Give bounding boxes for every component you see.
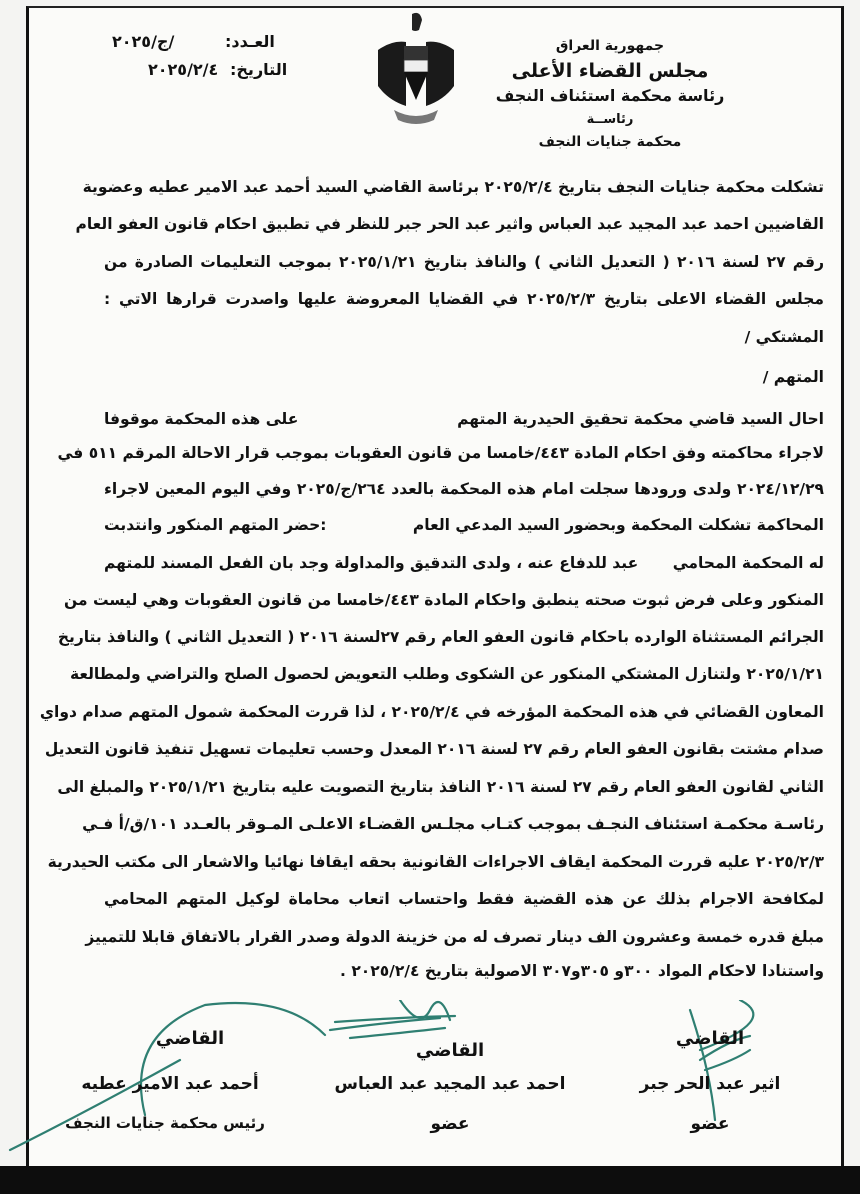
body-line-text: على هذه المحكمة موقوفا <box>104 410 299 428</box>
body-line <box>57 442 824 464</box>
body-line-text: صدام مشتت بقانون العفو العام رقم ٢٧ لسنة ٢٠١٦ المعدل وحسب تعليمات تسهيل تنفيذ قانون التعديل <box>44 740 824 758</box>
signature-name-left: أحمد عبد الامير عطيه <box>81 1074 259 1094</box>
body-line <box>39 701 824 723</box>
body-line-text: تشكلت محكمة جنايات النجف بتاريخ ٢٠٢٥/٢/٤ برئاسة القاضي السيد أحمد عبد الامير عطيه وعضوية <box>82 178 824 196</box>
iraq-emblem-icon <box>368 10 464 130</box>
body-line <box>104 960 824 982</box>
signature-role-left: رئيس محكمة جنايات النجف <box>65 1114 265 1132</box>
body-line-text: ٢٠٢٥/٢/٣ عليه قررت المحكمة ايقاف الاجراءات القانونية بحقه ايقافا نهائيا والاشعار الى مكتب الحيدرية <box>47 853 824 871</box>
signature-name-middle: احمد عبد المجيد عبد العباس <box>334 1074 566 1094</box>
body-line <box>104 478 824 500</box>
body-line <box>104 366 824 388</box>
body-line-text: المشتكي / <box>744 328 824 346</box>
body-line-text: المتهم / <box>762 368 824 386</box>
body-line-text: له المحكمة المحامي <box>672 554 824 572</box>
body-line-text: ٢٠٢٥/١/٢١ ولتنازل المشتكي المنكور عن الشكوى وطلب التعويض لحصول الصلح والتراضي ولمطالعة <box>69 665 824 683</box>
body-line <box>47 851 824 873</box>
body-line-text: عبد للدفاع عنه ، ولدى التدقيق والمداولة وجد بان الفعل المسند للمتهم <box>104 554 639 572</box>
body-line <box>104 408 824 430</box>
bottom-border <box>0 1166 860 1194</box>
body-line <box>69 663 824 685</box>
body-line-text: القاضيين احمد عبد المجيد عبد العباس واثير عبد الحر جبر للنظر في تطبيق احكام قانون العفو العام <box>75 215 824 233</box>
header-criminal-court: محكمة جنايات النجف <box>538 134 682 150</box>
body-line-text: احال السيد قاضي محكمة تحقيق الحيدرية المتهم <box>457 410 824 428</box>
signature-title-right: القاضي <box>675 1028 745 1049</box>
header-council: مجلس القضاء الأعلى <box>511 60 709 82</box>
body-line <box>82 813 824 835</box>
body-line-text: رئاسـة محكمـة استئناف النجـف بموجب كتـاب مجلـس القضـاء الاعلـى المـوقر بالعـدد ١٠١/ق/أ فـي <box>82 815 824 833</box>
signature-role-right: عضو <box>690 1114 730 1134</box>
body-line-text: المنكور وعلى فرض ثبوت صحته ينطبق واحكام المادة ٤٤٣/خامسا من قانون العقوبات وهي ليست من <box>64 591 824 609</box>
body-line-text: لمكافحة الاجرام بذلك عن هذه القضية فقط واحتساب اتعاب محاماة لوكيل المتهم المحامي <box>104 890 824 908</box>
signature-title-middle: القاضي <box>415 1040 485 1061</box>
body-line <box>44 738 824 760</box>
body-line <box>104 888 824 910</box>
body-line <box>104 552 824 574</box>
header-country: جمهورية العراق <box>555 38 665 54</box>
signature-title-left: القاضي <box>155 1028 225 1049</box>
body-line <box>104 514 824 536</box>
body-line <box>57 776 824 798</box>
body-line-text: رقم ٢٧ لسنة ٢٠١٦ ( التعديل الثاني ) والنافذ بتاريخ ٢٠٢٥/١/٢١ بموجب التعليمات الصادرة من <box>104 253 825 271</box>
body-line <box>82 176 824 198</box>
body-line <box>75 213 824 235</box>
body-line <box>104 288 824 310</box>
date-label: التاريخ: <box>230 60 288 79</box>
body-line <box>104 326 824 348</box>
body-line <box>104 251 824 273</box>
body-line <box>85 926 824 948</box>
body-line-text: مبلغ قدره خمسة وعشرون الف دينار تصرف له من خزينة الدولة وصدر القرار بالاتفاق قابلا للتمييز <box>85 928 824 946</box>
signature-name-right: اثير عبد الحر جبر <box>639 1074 781 1094</box>
header-appeal-court: رئاسة محكمة استئناف النجف <box>495 86 725 105</box>
body-line-text: الجرائم المستثناة الوارده باحكام قانون العفو العام رقم ٢٧لسنة ٢٠١٦ ( التعديل الثاني ) والنافذ بتاريخ <box>57 628 824 646</box>
body-line-text: مجلس القضاء الاعلى بتاريخ ٢٠٢٥/٢/٣ في القضايا المعروضة عليها واصدرت قرارها الاتي : <box>104 290 824 308</box>
body-line <box>64 589 824 611</box>
number-value: /ج/٢٠٢٥ <box>112 32 175 51</box>
body-line-text: الثاني لقانون العفو العام رقم ٢٧ لسنة ٢٠١٦ النافذ بتاريخ التصويت عليه بتاريخ ٢٠٢٥/١/٢١ والمبلغ الى <box>57 778 824 796</box>
body-line-text: واستنادا لاحكام المواد ٣٠٠و ٣٠٥و٣٠٧ الاصولية بتاريخ ٢٠٢٥/٢/٤ . <box>340 962 824 980</box>
body-line-text: لاجراء محاكمته وفق احكام المادة ٤٤٣/خامسا من قانون العقوبات بموجب قرار الاحالة المرقم ٥١١ في <box>57 444 824 462</box>
header-presidency: رئاســة <box>586 112 634 127</box>
date-value: ٢٠٢٥/٢/٤ <box>148 60 219 79</box>
body-line-text: ٢٠٢٤/١٢/٢٩ ولدى ورودها سجلت امام هذه المحكمة بالعدد ٢٦٤/ج/٢٠٢٥ وفي اليوم المعين لاجراء <box>104 480 824 498</box>
number-label: العـدد: <box>225 32 275 51</box>
signature-role-middle: عضو <box>430 1114 470 1134</box>
body-line-text: المحاكمة تشكلت المحكمة وبحضور السيد المدعي العام <box>412 516 824 534</box>
body-line <box>57 626 824 648</box>
body-line-text: المعاون القضائي في هذه المحكمة المؤرخه في ٢٠٢٥/٢/٤ ، لذا قررت المحكمة شمول المتهم صدام دواي <box>39 703 824 721</box>
body-line-text: :حضر المتهم المنكور وانتدبت <box>104 516 327 534</box>
